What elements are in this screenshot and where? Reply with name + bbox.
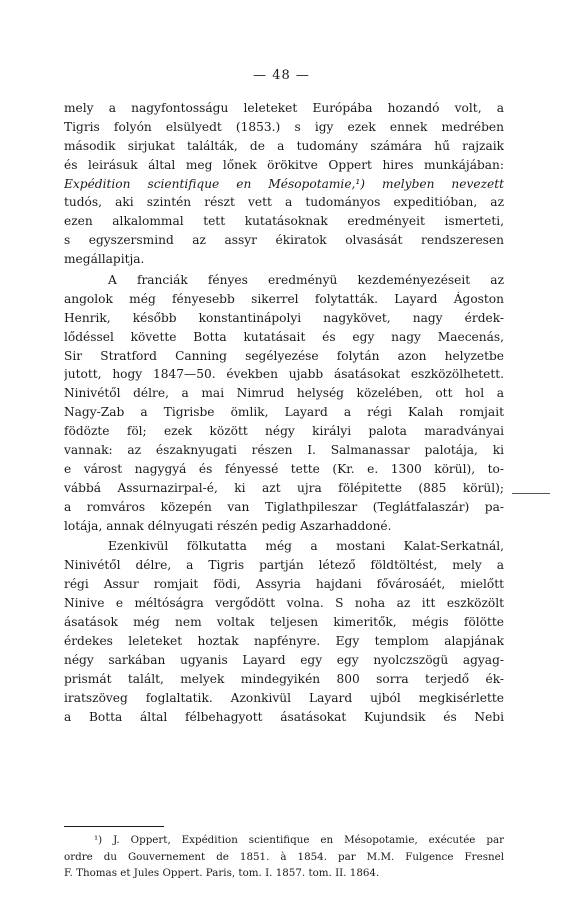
text-line: lotája, annak délnyugati részén pedig Aszarhaddoné. xyxy=(64,518,392,533)
text-line: Henrik, később konstantinápolyi nagykövet, nagy érdek- xyxy=(64,310,504,325)
text-line: négy sarkában ugyanis Layard egy egy nyolczszögü agyag- xyxy=(64,652,504,667)
text-line: megállapitja. xyxy=(64,252,145,267)
page-number: — 48 — xyxy=(253,68,310,83)
text-line: e várost nagygyá és fényessé tette (Kr. e. 1300 körül), to- xyxy=(64,461,504,476)
text-line: ásatások még nem voltak teljesen kimeritők, mégis fölötte xyxy=(64,615,504,630)
text-line: a Botta által félbehagyott ásatásokat Kujundsik és Nebi xyxy=(64,709,504,724)
margin-mark xyxy=(512,493,550,494)
text-line: tudós, aki szintén részt vett a tudományos expeditióban, az xyxy=(64,195,504,210)
text-line: A franciák fényes eredményü kezdeményezéseit az xyxy=(108,273,504,288)
text-line: második sirjukat találták, de a tudomány számára hű rajzaik xyxy=(64,138,504,153)
text-line: mely a nagyfontosságu leleteket Európába hozandó volt, a xyxy=(64,101,504,115)
footnote-line: ¹) J. Oppert, Expédition scientifique en Mésopotamie, exécutée par xyxy=(94,834,504,846)
body-text xyxy=(64,99,504,726)
text-line: prismát talált, melyek mindegyikén 800 sorra terjedő ék- xyxy=(64,671,504,686)
text-line: s egyszersmind az assyr ékiratok olvasását rendszeresen xyxy=(64,233,504,248)
text-line: vábbá Assurnazirpal-é, ki azt ujra fölépitette (885 körül); xyxy=(64,480,504,495)
text-line: régi Assur romjait födi, Assyria hajdani fővárosáét, mielőtt xyxy=(64,577,504,592)
text-line: jutott, hogy 1847—50. években ujabb ásatásokat eszközölhetett. xyxy=(64,367,504,382)
text-line: angolok még fényesebb sikerrel folytatták. Layard Ágoston xyxy=(64,291,504,306)
text-line: Sir Stratford Canning segélyezése folytán azon helyzetbe xyxy=(64,348,504,363)
text-line: és leirásuk által meg lőnek örökitve Oppert hires munkájában: xyxy=(64,157,504,172)
text-line: Nagy-Zab a Tigrisbe ömlik, Layard a régi Kalah romjait xyxy=(64,405,504,420)
text-line: a romváros közepén van Tiglathpileszar (Teglátfalaszár) pa- xyxy=(64,499,504,514)
text-line: lődéssel követte Botta kutatásait és egy nagy Maecenás, xyxy=(64,329,504,344)
footnote-rule xyxy=(64,826,164,827)
text-line: Ninivétől délre, a mai Nimrud helység közelében, ott hol a xyxy=(64,386,504,401)
footnote xyxy=(64,832,504,882)
text-line: Ninivétől délre, a Tigris partján létező földtöltést, mely a xyxy=(64,558,504,573)
text-line: vannak: az északnyugati részen I. Salmanassar palotája, ki xyxy=(64,443,504,458)
text-line: Ninive e méltóságra vergődött volna. S noha az itt eszközölt xyxy=(64,596,504,611)
text-line: érdekes leleteket hoztak napfényre. Egy templom alapjának xyxy=(64,633,504,648)
text-line: Tigris folyón elsülyedt (1853.) s igy ezek ennek medrében xyxy=(64,119,504,134)
text-line: iratszöveg foglaltatik. Azonkivül Layard ujból megkisérlette xyxy=(64,690,504,705)
text-line: ezen alkalommal tett kutatásoknak eredményeit ismerteti, xyxy=(64,214,504,229)
footnote-line: ordre du Gouvernement de 1851. à 1854. par M.M. Fulgence Fresnel xyxy=(64,850,504,863)
text-line: Expédition scientifique en Mésopotamie,¹) melyben nevezett xyxy=(64,176,504,191)
text-line: födözte föl; ezek között négy királyi palota maradványai xyxy=(64,424,504,439)
text-line: Ezenkivül fölkutatta még a mostani Kalat-Serkatnál, xyxy=(108,539,504,554)
footnote-line: F. Thomas et Jules Oppert. Paris, tom. I. 1857. tom. II. 1864. xyxy=(64,867,380,879)
